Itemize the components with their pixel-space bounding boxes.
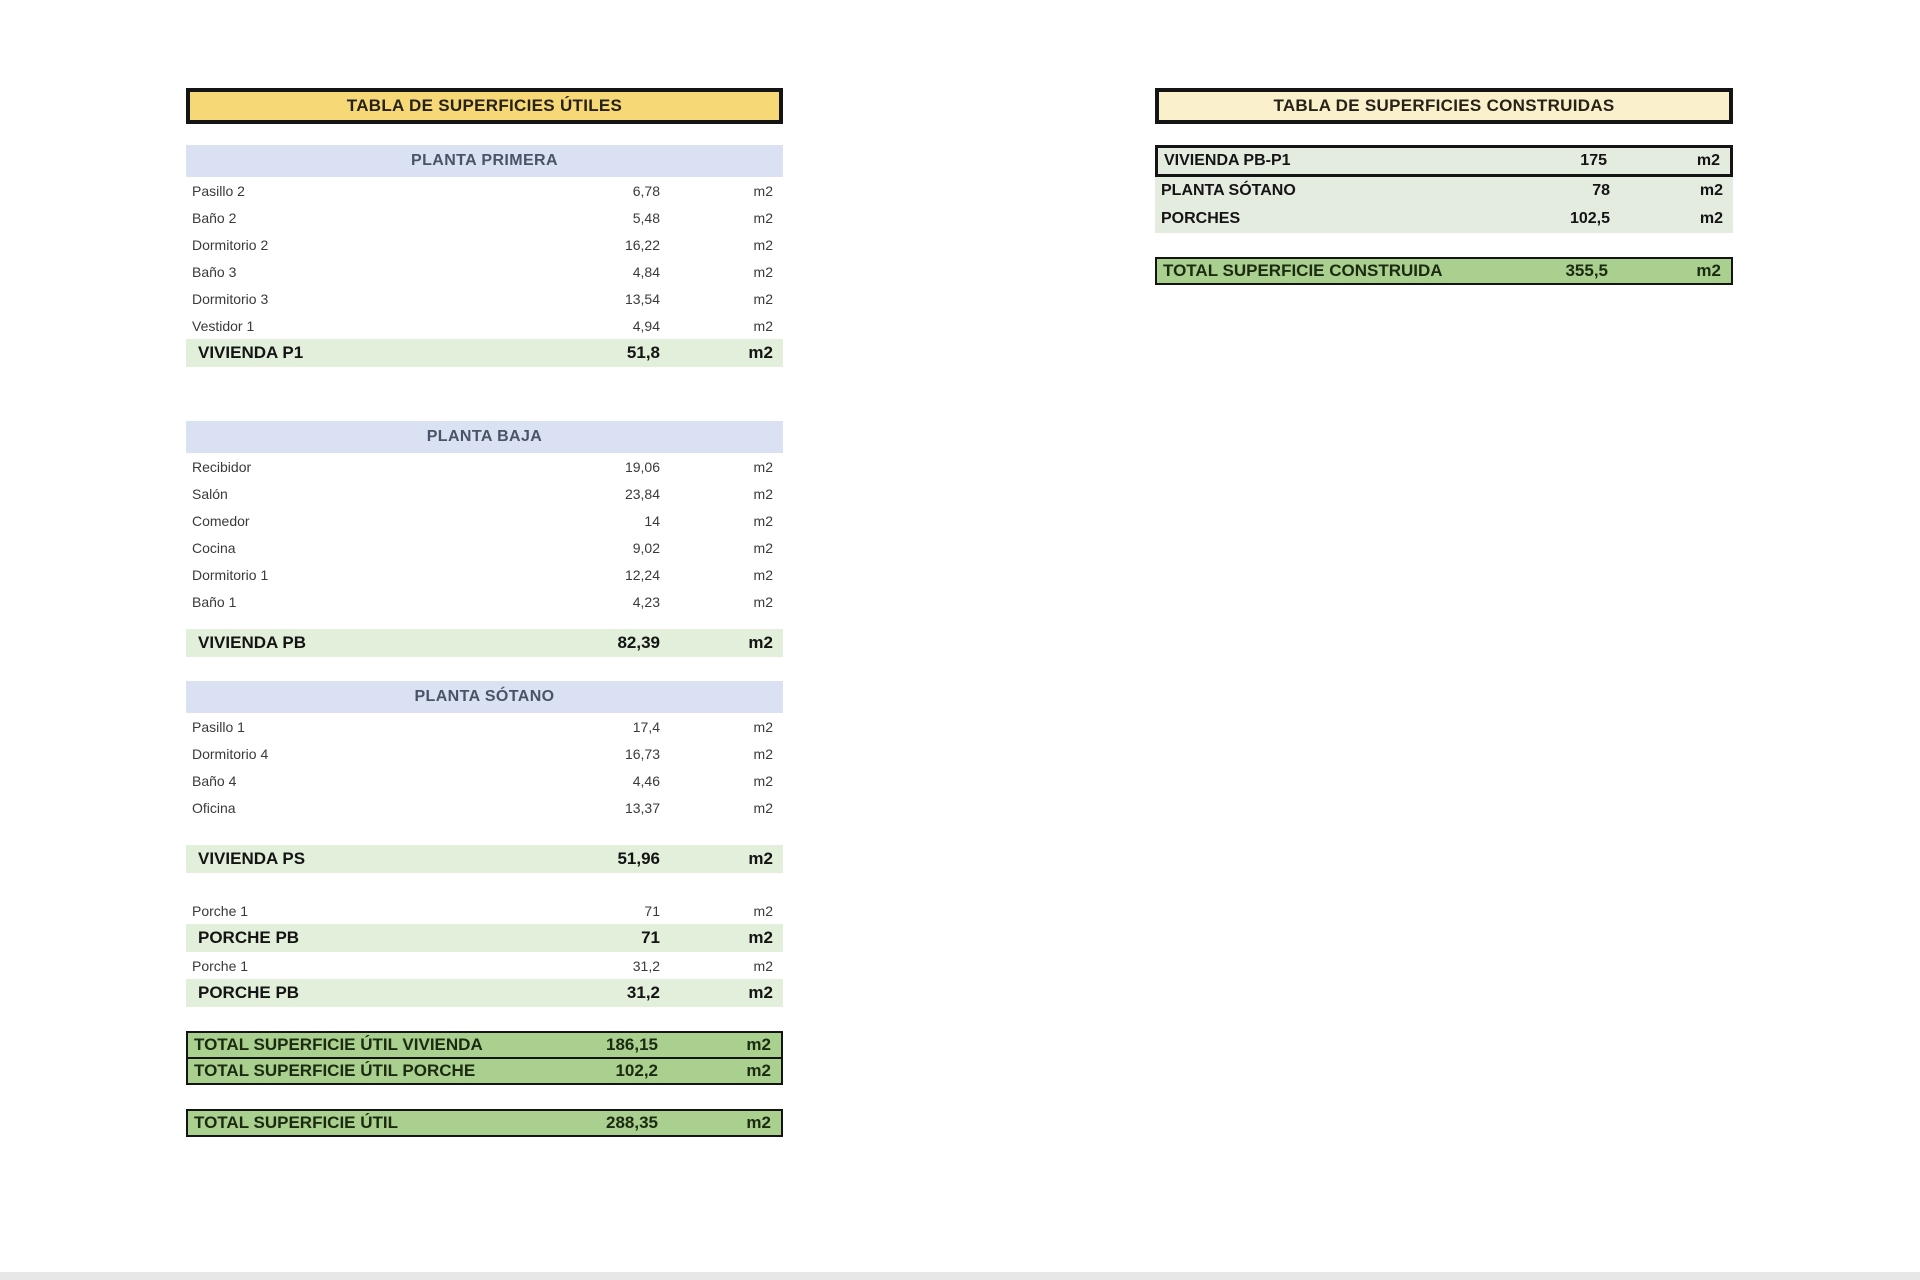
table-title-text: TABLA DE SUPERFICIES ÚTILES bbox=[346, 96, 623, 115]
table-row-dormitorio-4 bbox=[186, 740, 783, 767]
cell-label: TOTAL SUPERFICIE ÚTIL VIVIENDA bbox=[194, 1035, 483, 1054]
table-row-porche-1 bbox=[186, 897, 783, 924]
cell-label: Baño 2 bbox=[192, 209, 237, 226]
spacer-row bbox=[186, 1007, 783, 1031]
spacer-row bbox=[186, 1085, 783, 1109]
table-row-vivienda-p1 bbox=[186, 339, 783, 367]
cell-label: TOTAL SUPERFICIE CONSTRUIDA bbox=[1163, 261, 1443, 280]
table-row-bano-2 bbox=[186, 204, 783, 231]
section-header-planta-sotano bbox=[186, 681, 783, 713]
cell-unit: m2 bbox=[748, 343, 773, 362]
table-row-vivienda-pb bbox=[186, 629, 783, 657]
table-row-vivienda-ps bbox=[186, 845, 783, 873]
table-row-total-superficie-util bbox=[186, 1109, 783, 1137]
section-header-label: PLANTA SÓTANO bbox=[414, 688, 555, 705]
cell-unit: m2 bbox=[746, 1113, 771, 1132]
cell-value: 14 bbox=[644, 512, 660, 529]
section-header-planta-baja bbox=[186, 421, 783, 453]
cell-unit: m2 bbox=[753, 593, 773, 610]
spacer-row bbox=[1155, 233, 1733, 257]
cell-value: 31,2 bbox=[632, 957, 660, 974]
table-row-total-superficie-util-porche bbox=[186, 1057, 783, 1085]
cell-value: 4,84 bbox=[632, 263, 660, 280]
cell-value: 4,94 bbox=[632, 317, 660, 334]
cell-label: Baño 3 bbox=[192, 263, 237, 280]
table-row-total-superficie-construida bbox=[1155, 257, 1733, 285]
table-row-cocina bbox=[186, 534, 783, 561]
cell-unit: m2 bbox=[1696, 261, 1721, 280]
cell-label: Dormitorio 4 bbox=[192, 745, 269, 762]
cell-label: Recibidor bbox=[192, 458, 252, 475]
cell-value: 355,5 bbox=[1565, 261, 1608, 280]
cell-value: 13,54 bbox=[624, 290, 660, 307]
cell-unit: m2 bbox=[753, 902, 773, 919]
cell-label: Dormitorio 2 bbox=[192, 236, 269, 253]
built-areas-table-body bbox=[1155, 145, 1733, 285]
cell-value: 16,73 bbox=[624, 745, 660, 762]
cell-label: PORCHE PB bbox=[198, 928, 300, 947]
bottom-edge-strip bbox=[0, 1272, 1920, 1280]
cell-unit: m2 bbox=[753, 799, 773, 816]
cell-label: Cocina bbox=[192, 539, 236, 556]
cell-label: Porche 1 bbox=[192, 957, 249, 974]
cell-value: 102,2 bbox=[615, 1061, 658, 1080]
cell-unit: m2 bbox=[748, 983, 773, 1002]
section-header-label: PLANTA BAJA bbox=[426, 428, 543, 445]
table-row-dormitorio-1 bbox=[186, 561, 783, 588]
useful-areas-table-title bbox=[186, 88, 783, 124]
cell-unit: m2 bbox=[1699, 182, 1723, 199]
table-row-total-superficie-util-vivienda bbox=[186, 1031, 783, 1059]
table-row-porche-pb bbox=[186, 924, 783, 952]
cell-value: 71 bbox=[641, 928, 660, 947]
cell-label: Baño 1 bbox=[192, 593, 237, 610]
table-row-porche-pb bbox=[186, 979, 783, 1007]
section-header-planta-primera bbox=[186, 145, 783, 177]
cell-value: 12,24 bbox=[624, 566, 660, 583]
cell-value: 13,37 bbox=[624, 799, 660, 816]
table-row-oficina bbox=[186, 794, 783, 821]
table-row-dormitorio-2 bbox=[186, 231, 783, 258]
table-row-porches bbox=[1155, 205, 1733, 233]
cell-value: 186,15 bbox=[606, 1035, 658, 1054]
cell-value: 31,2 bbox=[626, 983, 660, 1002]
useful-areas-table bbox=[186, 88, 783, 1137]
cell-value: 78 bbox=[1592, 182, 1610, 199]
spacer-row bbox=[186, 821, 783, 845]
table-row-vivienda-pb-p1 bbox=[1155, 145, 1733, 177]
cell-value: 17,4 bbox=[632, 718, 660, 735]
cell-label: PORCHE PB bbox=[198, 983, 300, 1002]
cell-label: TOTAL SUPERFICIE ÚTIL bbox=[194, 1113, 399, 1132]
cell-value: 288,35 bbox=[606, 1113, 658, 1132]
cell-unit: m2 bbox=[748, 928, 773, 947]
cell-value: 6,78 bbox=[632, 182, 660, 199]
table-row-recibidor bbox=[186, 453, 783, 480]
cell-unit: m2 bbox=[753, 209, 773, 226]
useful-areas-table-body bbox=[186, 145, 783, 1137]
cell-unit: m2 bbox=[753, 263, 773, 280]
cell-unit: m2 bbox=[753, 772, 773, 789]
cell-value: 23,84 bbox=[624, 485, 660, 502]
cell-value: 16,22 bbox=[624, 236, 660, 253]
cell-unit: m2 bbox=[753, 290, 773, 307]
cell-value: 71 bbox=[644, 902, 660, 919]
cell-label: VIVIENDA P1 bbox=[198, 343, 304, 362]
cell-value: 82,39 bbox=[617, 633, 660, 652]
cell-label: VIVIENDA PB-P1 bbox=[1164, 152, 1291, 169]
cell-unit: m2 bbox=[753, 512, 773, 529]
cell-unit: m2 bbox=[748, 849, 773, 868]
cell-unit: m2 bbox=[753, 539, 773, 556]
spacer-row bbox=[186, 615, 783, 629]
cell-label: VIVIENDA PS bbox=[198, 849, 306, 868]
cell-value: 4,23 bbox=[632, 593, 660, 610]
table-row-dormitorio-3 bbox=[186, 285, 783, 312]
cell-label: Dormitorio 3 bbox=[192, 290, 269, 307]
cell-unit: m2 bbox=[746, 1061, 771, 1080]
cell-unit: m2 bbox=[753, 317, 773, 334]
cell-value: 19,06 bbox=[624, 458, 660, 475]
table-row-planta-sotano bbox=[1155, 177, 1733, 205]
cell-value: 102,5 bbox=[1569, 210, 1610, 227]
cell-label: PORCHES bbox=[1161, 210, 1241, 227]
table-row-salon bbox=[186, 480, 783, 507]
cell-unit: m2 bbox=[753, 745, 773, 762]
cell-unit: m2 bbox=[753, 957, 773, 974]
cell-unit: m2 bbox=[748, 633, 773, 652]
cell-label: Dormitorio 1 bbox=[192, 566, 269, 583]
cell-label: PLANTA SÓTANO bbox=[1161, 182, 1296, 199]
built-areas-table bbox=[1155, 88, 1733, 285]
cell-value: 51,96 bbox=[617, 849, 660, 868]
cell-value: 4,46 bbox=[632, 772, 660, 789]
cell-label: Vestidor 1 bbox=[192, 317, 255, 334]
cell-label: Pasillo 1 bbox=[192, 718, 245, 735]
cell-unit: m2 bbox=[1699, 210, 1723, 227]
cell-label: TOTAL SUPERFICIE ÚTIL PORCHE bbox=[194, 1061, 476, 1080]
cell-unit: m2 bbox=[1696, 152, 1720, 169]
cell-unit: m2 bbox=[753, 566, 773, 583]
spacer-row bbox=[186, 657, 783, 681]
cell-unit: m2 bbox=[753, 718, 773, 735]
cell-value: 175 bbox=[1580, 152, 1607, 169]
table-row-bano-3 bbox=[186, 258, 783, 285]
table-row-bano-1 bbox=[186, 588, 783, 615]
cell-label: VIVIENDA PB bbox=[198, 633, 307, 652]
cell-label: Oficina bbox=[192, 799, 236, 816]
built-areas-table-title bbox=[1155, 88, 1733, 124]
table-row-comedor bbox=[186, 507, 783, 534]
cell-label: Baño 4 bbox=[192, 772, 237, 789]
cell-label: Porche 1 bbox=[192, 902, 249, 919]
section-header-label: PLANTA PRIMERA bbox=[411, 152, 558, 169]
cell-value: 9,02 bbox=[632, 539, 660, 556]
cell-unit: m2 bbox=[753, 485, 773, 502]
cell-unit: m2 bbox=[753, 236, 773, 253]
table-row-pasillo-1 bbox=[186, 713, 783, 740]
cell-value: 51,8 bbox=[626, 343, 660, 362]
cell-label: Salón bbox=[192, 485, 228, 502]
cell-unit: m2 bbox=[753, 458, 773, 475]
spacer-row bbox=[186, 367, 783, 421]
cell-unit: m2 bbox=[753, 182, 773, 199]
table-row-vestidor-1 bbox=[186, 312, 783, 339]
cell-unit: m2 bbox=[746, 1035, 771, 1054]
spacer-row bbox=[186, 873, 783, 897]
table-row-bano-4 bbox=[186, 767, 783, 794]
table-row-porche-1 bbox=[186, 952, 783, 979]
cell-value: 5,48 bbox=[632, 209, 660, 226]
cell-label: Comedor bbox=[192, 512, 250, 529]
cell-label: Pasillo 2 bbox=[192, 182, 245, 199]
table-title-text: TABLA DE SUPERFICIES CONSTRUIDAS bbox=[1273, 96, 1615, 115]
table-row-pasillo-2 bbox=[186, 177, 783, 204]
